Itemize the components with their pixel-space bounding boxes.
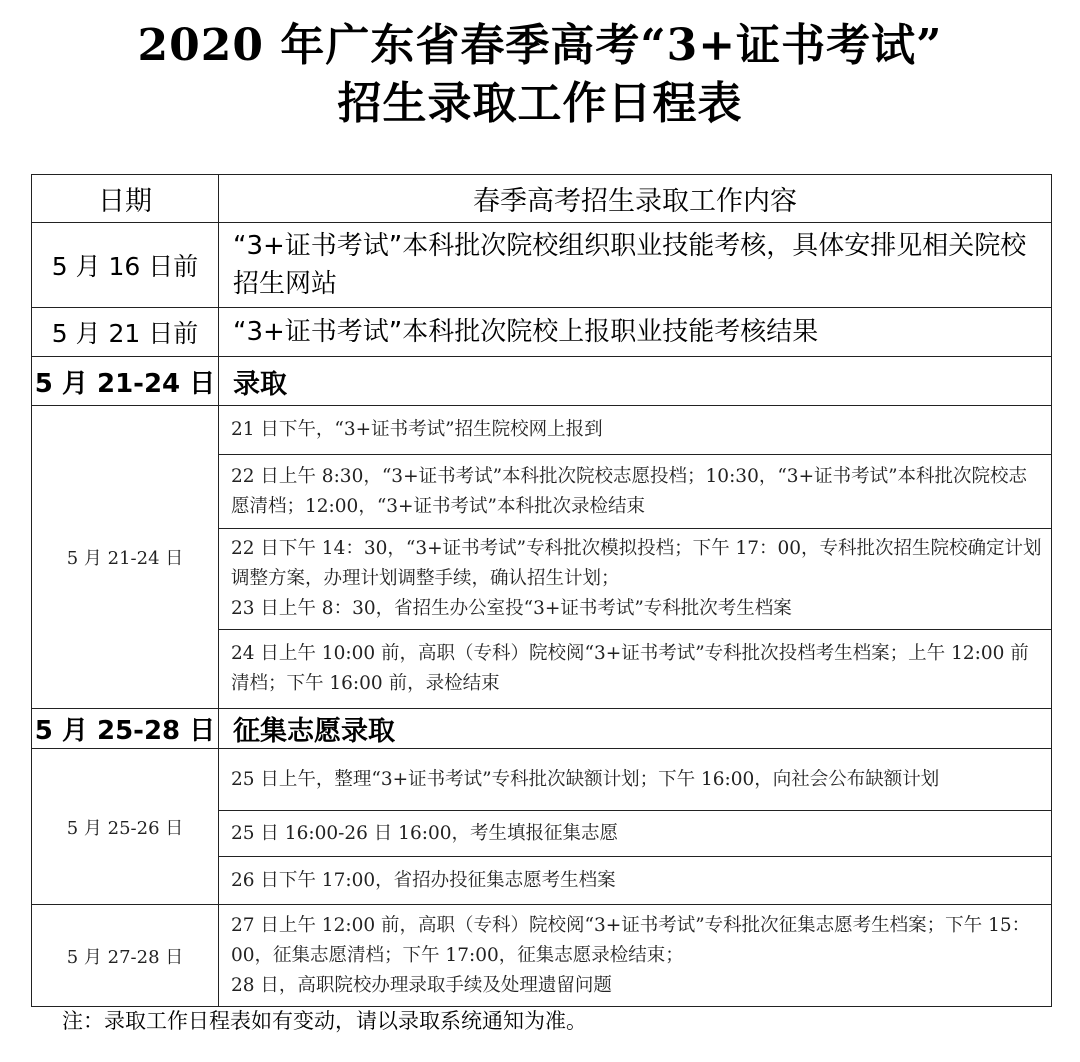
table-row (32, 709, 1052, 749)
row-content: 征集志愿录取 (219, 709, 1052, 749)
row-content: “3+证书考试”本科批次院校上报职业技能考核结果 (219, 308, 1052, 357)
group-item: 25 日 16:00-26 日 16:00，考生填报征集志愿 (219, 811, 1052, 857)
group-item-multi (219, 905, 1052, 1007)
group-item: 22 日上午 8:30，“3+证书考试”本科批次院校志愿投档；10:30，“3+证书考试”本科批次院校志愿清档；12:00，“3+证书考试”本科批次录检结束 (219, 455, 1052, 529)
group-date: 5 月 27-28 日 (32, 905, 219, 1007)
table-row (32, 406, 1052, 455)
header-content: 春季高考招生录取工作内容 (219, 175, 1052, 223)
row-content: 录取 (219, 357, 1052, 406)
table-row (32, 223, 1052, 308)
group-item-line: 27 日上午 12:00 前，高职（专科）院校阅“3+证书考试”专科批次征集志愿考生档案；下午 15：00，征集志愿清档；下午 17:00，征集志愿录检结束； (231, 914, 1031, 966)
group-item: 24 日上午 10:00 前，高职（专科）院校阅“3+证书考试”专科批次投档考生档案；上午 12:00 前清档；下午 16:00 前，录检结束 (219, 630, 1052, 709)
page-title-line1: 2020 年广东省春季高考“3+证书考试” (137, 20, 943, 71)
row-date: 5 月 25-28 日 (32, 709, 219, 749)
table-row (32, 749, 1052, 811)
row-content: “3+证书考试”本科批次院校组织职业技能考核，具体安排见相关院校招生网站 (219, 223, 1052, 308)
row-date: 5 月 16 日前 (32, 223, 219, 308)
row-date: 5 月 21 日前 (32, 308, 219, 357)
page-title-line2: 招生录取工作日程表 (337, 78, 743, 129)
table-header-row (32, 175, 1052, 223)
group-item: 21 日下午，“3+证书考试”招生院校网上报到 (219, 406, 1052, 455)
group-date: 5 月 25-26 日 (32, 749, 219, 905)
group-item-multi (219, 529, 1052, 630)
schedule-table (31, 174, 1052, 1007)
table-row (32, 308, 1052, 357)
table-row (32, 905, 1052, 1007)
group-item: 25 日上午，整理“3+证书考试”专科批次缺额计划；下午 16:00，向社会公布缺额计划 (219, 749, 1052, 811)
group-item: 26 日下午 17:00，省招办投征集志愿考生档案 (219, 857, 1052, 905)
group-item-line: 23 日上午 8：30，省招生办公室投“3+证书考试”专科批次考生档案 (231, 598, 792, 619)
header-date: 日期 (32, 175, 219, 223)
group-item-line: 22 日下午 14：30，“3+证书考试”专科批次模拟投档；下午 17：00，专科批次招生院校确定计划调整方案，办理计划调整手续，确认招生计划； (231, 538, 1042, 589)
row-date: 5 月 21-24 日 (32, 357, 219, 406)
footnote: 注：录取工作日程表如有变动，请以录取系统通知为准。 (62, 1009, 587, 1033)
table-row (32, 357, 1052, 406)
group-date: 5 月 21-24 日 (32, 406, 219, 709)
group-item-line: 28 日，高职院校办理录取手续及处理遗留问题 (231, 974, 612, 996)
